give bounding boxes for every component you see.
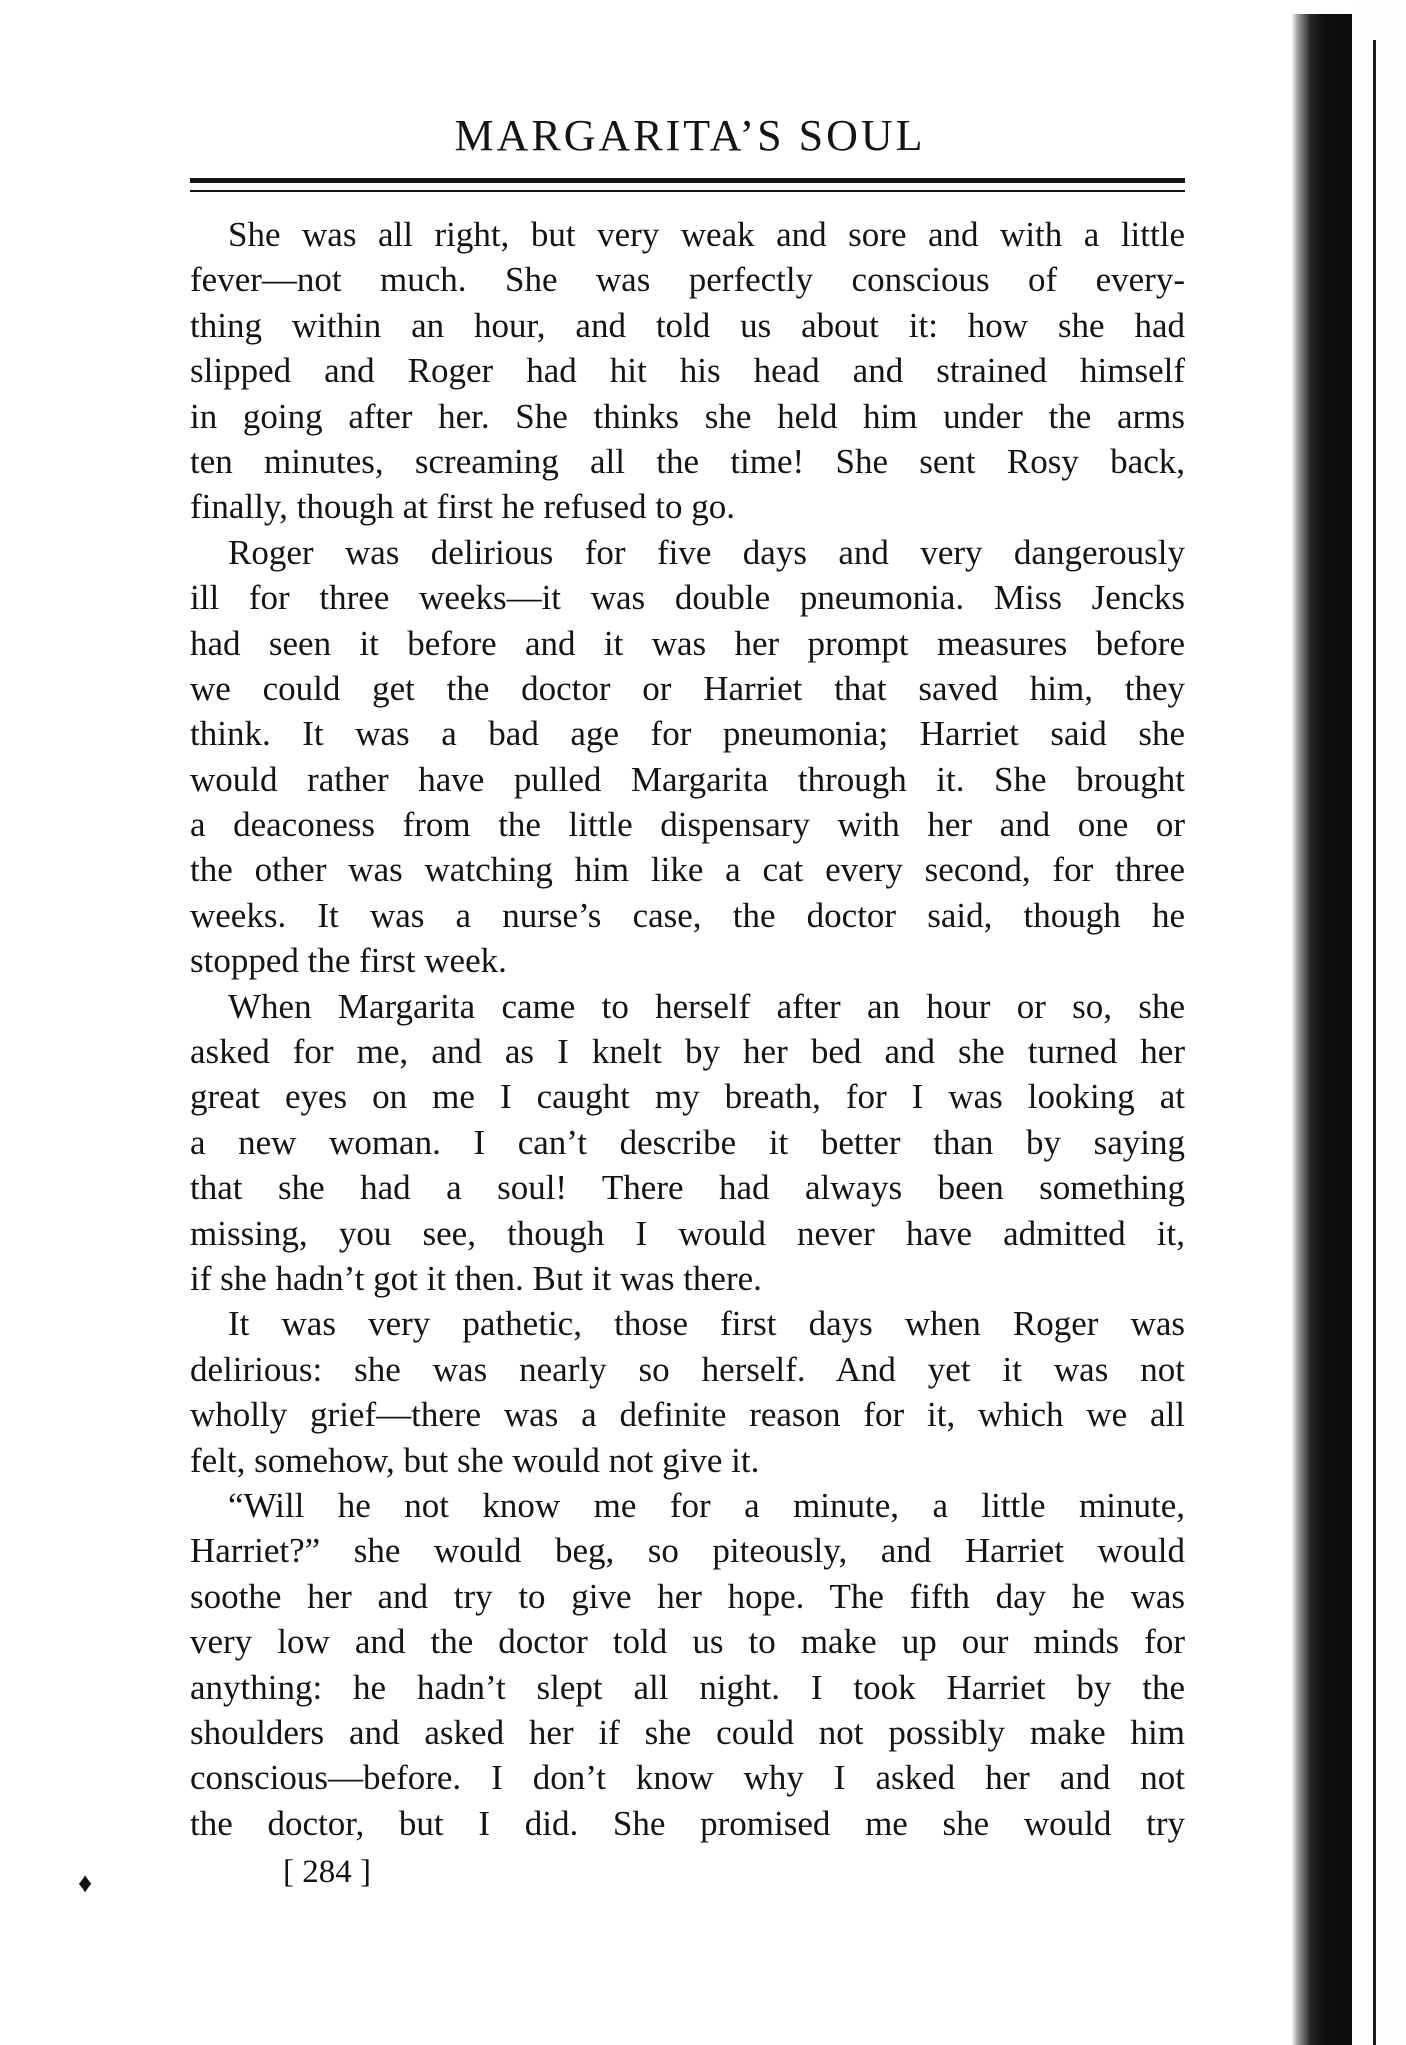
text-line: ill for three weeks—it was double pneumonia. Miss Jencks	[190, 578, 1185, 618]
header-rule-thin	[190, 190, 1185, 192]
text-line: “Will he not know me for a minute, a little minute,	[228, 1485, 1185, 1525]
text-line: if she hadn’t got it then. But it was there.	[190, 1258, 762, 1298]
text-line: a new woman. I can’t describe it better than by saying	[190, 1122, 1185, 1162]
page-number: [ 284 ]	[283, 1854, 371, 1890]
text-line: think. It was a bad age for pneumonia; Harriet said she	[190, 714, 1185, 754]
text-line: missing, you see, though I would never have admitted it,	[190, 1213, 1185, 1253]
text-line: finally, though at first he refused to go.	[190, 487, 735, 527]
ink-mark-icon: ♦	[78, 1868, 93, 1899]
text-line: shoulders and asked her if she could not possibly make him	[190, 1712, 1185, 1752]
page-edge	[1352, 0, 1406, 2045]
text-line: the doctor, but I did. She promised me she would try	[190, 1803, 1185, 1843]
text-line: It was very pathetic, those first days when Roger was	[228, 1304, 1185, 1344]
text-line: anything: he hadn’t slept all night. I took Harriet by the	[190, 1667, 1185, 1707]
text-line: great eyes on me I caught my breath, for I was looking at	[190, 1077, 1185, 1117]
text-line: weeks. It was a nurse’s case, the doctor said, though he	[190, 895, 1185, 935]
text-line: conscious—before. I don’t know why I asked her and not	[190, 1758, 1185, 1798]
text-line: a deaconess from the little dispensary with her and one or	[190, 805, 1185, 845]
text-line: slipped and Roger had hit his head and strained himself	[190, 351, 1185, 391]
text-line: that she had a soul! There had always been something	[190, 1168, 1185, 1208]
text-line: wholly grief—there was a definite reason for it, which we all	[190, 1395, 1185, 1435]
body-text	[190, 212, 1185, 1846]
text-line: we could get the doctor or Harriet that saved him, they	[190, 668, 1185, 708]
page-edge-line	[1373, 40, 1376, 2045]
text-line: the other was watching him like a cat every second, for three	[190, 850, 1185, 890]
text-line: She was all right, but very weak and sore and with a little	[228, 215, 1185, 254]
running-head-title: MARGARITA’S SOUL	[454, 111, 926, 160]
text-line: asked for me, and as I knelt by her bed and she turned her	[190, 1032, 1185, 1072]
text-line: soothe her and try to give her hope. The fifth day he was	[190, 1576, 1185, 1616]
text-line: would rather have pulled Margarita through it. She brought	[190, 759, 1185, 799]
text-line: fever—not much. She was perfectly conscious of every-	[190, 260, 1185, 300]
text-line: felt, somehow, but she would not give it.	[190, 1440, 760, 1480]
text-line: Harriet?” she would beg, so piteously, and Harriet would	[190, 1531, 1185, 1571]
header-rule-thick	[190, 178, 1185, 183]
text-line: thing within an hour, and told us about it: how she had	[190, 305, 1185, 345]
text-line: stopped the first week.	[190, 941, 507, 981]
text-line: very low and the doctor told us to make up our minds for	[190, 1622, 1185, 1662]
text-line: Roger was delirious for five days and very dangerously	[228, 532, 1185, 572]
page-gutter-shadow	[1292, 14, 1352, 2045]
text-line: in going after her. She thinks she held him under the arms	[190, 396, 1185, 436]
text-line: When Margarita came to herself after an hour or so, she	[228, 986, 1185, 1026]
text-line: delirious: she was nearly so herself. And yet it was not	[190, 1349, 1185, 1389]
text-line: had seen it before and it was her prompt measures before	[190, 623, 1185, 663]
text-line: ten minutes, screaming all the time! She sent Rosy back,	[190, 441, 1185, 481]
